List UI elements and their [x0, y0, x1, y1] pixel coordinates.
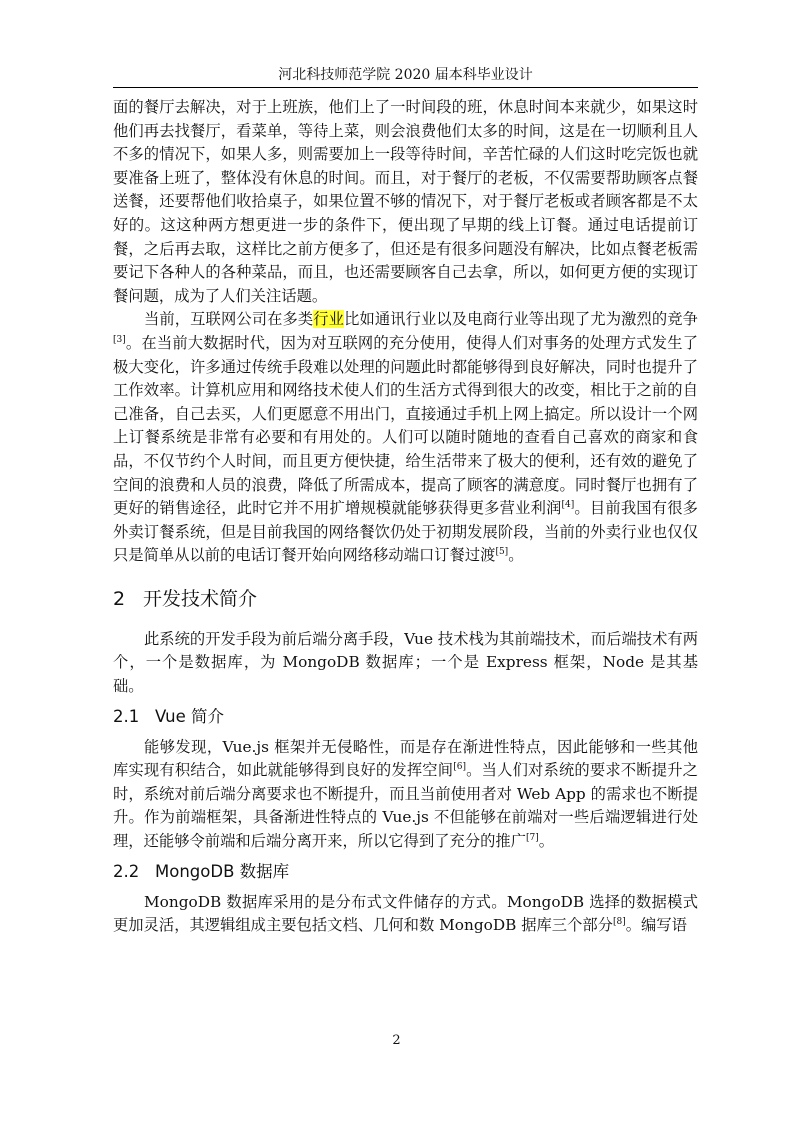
paragraph-mongodb	[113, 891, 698, 938]
page-number: 2	[392, 1033, 401, 1048]
citation: [7]	[526, 833, 539, 844]
text-segment: 。当人们对系统的要求不断提升之时，系统对前后端分离要求也不断提升，而且当前使用者对 Web App 的需求也不断提升。作为前端框架，具备渐进性特点的 Vue.js 不但能够在前端对一些后端逻辑进行处理，还能够令前端和后端分离开来，所以它得到了充分的推广	[113, 761, 698, 851]
highlighted-text: 行业	[313, 310, 345, 329]
header-divider	[113, 87, 698, 88]
section-title: MongoDB 数据库	[155, 861, 290, 881]
text-segment: 能够发现，Vue.js 框架并无侵略性，而是存在渐进性特点，因此能够和一些其他库实现有积结合，如此就能够得到良好的发挥空间	[113, 737, 698, 780]
text-segment: 。	[508, 546, 524, 565]
citation: [3]	[113, 334, 126, 345]
paragraph-vue	[113, 736, 698, 854]
page-header: 河北科技师范学院 2020 届本科毕业设计	[278, 67, 533, 83]
text-segment: MongoDB 数据库采用的是分布式文件储存的方式。MongoDB 选择的数据模式更加灵活，其逻辑组成主要包括文档、几何和数 MongoDB 据库三个部分	[113, 892, 698, 935]
citation: [4]	[561, 500, 575, 511]
citation: [5]	[495, 547, 509, 558]
paragraph-internet-background	[113, 308, 698, 568]
citation: [6]	[453, 762, 466, 773]
section-title: 开发技术简介	[143, 587, 258, 610]
paragraph-tech-overview: 此系统的开发手段为前后端分离手段，Vue 技术栈为其前端技术，而后端技术有两个，一个是数据库，为 MongoDB 数据库；一个是 Express 框架，Node 是其基础。	[113, 629, 698, 696]
text-segment: 。目前我国有很多外卖订餐系统，但是目前我国的网络餐饮仍处于初期发展阶段，当前的外卖行业也仅仅只是简单从以前的电话订餐开始向网络移动端口订餐过渡	[113, 499, 698, 565]
section-number: 2.1	[113, 706, 140, 726]
section-title: Vue 简介	[155, 706, 225, 726]
text-segment: 当前，互联网公司在多类	[144, 310, 314, 329]
paragraph-intro-continued: 面的餐厅去解决，对于上班族，他们上了一时间段的班，休息时间本来就少，如果这时他们再去找餐厅，看菜单，等待上菜，则会浪费他们太多的时间，这是在一切顺利且人不多的情况下，如果人多，则需要加上一段等待时间，辛苦忙碌的人们这时吃完饭也就要准备上班了，整体没有休息的时间。而且，对于餐厅的老板，不仅需要帮助顾客点餐送餐，还要帮他们收拾桌子，如果位置不够的情况下，对于餐厅老板或者顾客都是不太好的。这这种两方想更进一步的条件下，便出现了早期的线上订餐。通过电话提前订餐，之后再去取，这样比之前方便多了，但还是有很多问题没有解决，比如点餐老板需要记下各种人的各种菜品，而且，也还需要顾客自己去拿，所以，如何更方便的实现订餐问题，成为了人们关注话题。	[113, 98, 698, 305]
section-heading-2	[113, 587, 698, 611]
text-segment: 。编写语	[625, 916, 687, 935]
text-segment: 。	[538, 832, 555, 851]
section-number: 2.2	[113, 861, 140, 881]
text-segment: 比如通讯行业以及电商行业等出现了尤为激烈的竞争	[344, 310, 698, 329]
section-heading-2-1	[113, 706, 698, 728]
section-heading-2-2	[113, 861, 698, 883]
section-number: 2	[113, 587, 126, 610]
text-segment: 。在当前大数据时代，因为对互联网的充分使用，使得人们对事务的处理方式发生了极大变化，许多通过传统手段难以处理的问题此时都能够得到良好解决，同时也提升了工作效率。计算机应用和网络技术使人们的生活方式得到很大的改变，相比于之前的自己准备，自己去买，人们更愿意不用出门，直接通过手机上网上搞定。所以设计一个网上订餐系统是非常有必要和有用处的。人们可以随时随地的查看自己喜欢的商家和食品，不仅节约个人时间，而且更方便快捷，给生活带来了极大的便利，还有效的避免了空间的浪费和人员的浪费，降低了所需成本，提高了顾客的满意度。同时餐厅也拥有了更好的销售途径，此时它并不用扩增规模就能够获得更多营业利润	[113, 333, 698, 518]
page-body	[113, 96, 698, 938]
citation: [8]	[612, 917, 626, 928]
